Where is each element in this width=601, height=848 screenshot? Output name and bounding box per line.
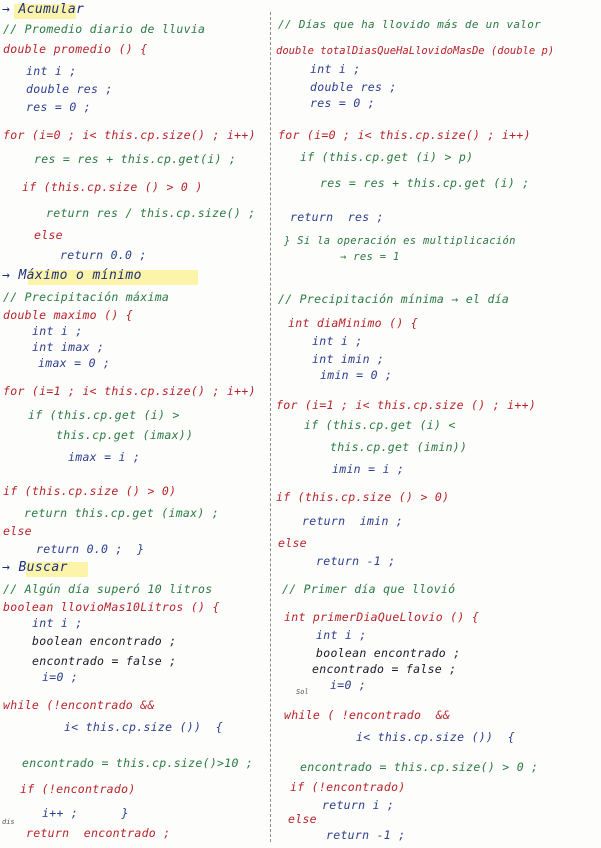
code-line: boolean encontrado ; bbox=[316, 646, 461, 660]
code-line: double res ; bbox=[310, 80, 397, 94]
code-line: encontrado = this.cp.size()>10 ; bbox=[22, 756, 254, 770]
code-line: this.cp.get (imax)) bbox=[56, 428, 194, 442]
return-line: return i ; bbox=[322, 798, 395, 812]
comment-llovio-mas: // Algún día superó 10 litros bbox=[3, 582, 213, 596]
note-res-uno: → res = 1 bbox=[340, 251, 400, 263]
code-line: int i ; bbox=[26, 64, 77, 78]
method-signature-maximo: double maximo () { bbox=[3, 308, 134, 322]
code-line: imin = i ; bbox=[332, 462, 405, 476]
code-line: int i ; bbox=[312, 334, 363, 348]
method-signature-dia-minimo: int diaMinimo () { bbox=[288, 316, 419, 330]
side-note: Sol bbox=[296, 688, 309, 696]
code-line: int i ; bbox=[316, 628, 367, 642]
code-line: imax = 0 ; bbox=[38, 356, 111, 370]
return-line: return encontrado ; bbox=[26, 826, 171, 840]
code-line: i< this.cp.size ()) { bbox=[64, 720, 223, 734]
code-line: i< this.cp.size ()) { bbox=[356, 730, 515, 744]
code-line: res = 0 ; bbox=[26, 100, 92, 114]
method-signature-total-dias: double totalDiasQueHaLlovidoMasDe (double p) bbox=[276, 45, 555, 57]
return-line: return imin ; bbox=[302, 514, 404, 528]
return-line: return -1 ; bbox=[326, 828, 406, 842]
for-loop-line: for (i=0 ; i< this.cp.size() ; i++) bbox=[278, 128, 531, 142]
for-loop-line: for (i=0 ; i< this.cp.size() ; i++) bbox=[3, 128, 256, 142]
else-line: else bbox=[34, 228, 63, 242]
code-line: imin = 0 ; bbox=[320, 368, 393, 382]
if-line: if (!encontrado) bbox=[20, 782, 136, 796]
return-line: return -1 ; bbox=[316, 554, 396, 568]
code-line: return this.cp.get (imax) ; bbox=[24, 506, 220, 520]
code-line: int imax ; bbox=[32, 340, 105, 354]
if-line: if (!encontrado) bbox=[290, 780, 406, 794]
code-line: imax = i ; bbox=[68, 450, 141, 464]
section-title-acumular: → Acumular bbox=[2, 2, 85, 17]
code-line: return 0.0 ; bbox=[60, 248, 147, 262]
side-note: dis bbox=[2, 818, 15, 826]
method-signature-promedio: double promedio () { bbox=[3, 42, 148, 56]
comment-promedio: // Promedio diario de lluvia bbox=[3, 22, 206, 36]
column-divider bbox=[270, 12, 271, 842]
while-line: while (!encontrado && bbox=[3, 698, 155, 712]
if-line: if (this.cp.size () > 0) bbox=[3, 484, 177, 498]
note-multiplicacion: } Si la operación es multiplicación bbox=[284, 235, 516, 247]
code-line: this.cp.get (imin)) bbox=[330, 440, 468, 454]
code-line: int i ; bbox=[32, 324, 83, 338]
code-line: i=0 ; bbox=[42, 670, 79, 684]
method-signature-primer-dia: int primerDiaQueLlovio () { bbox=[284, 610, 480, 624]
code-line: encontrado = false ; bbox=[32, 654, 177, 668]
code-line: if (this.cp.get (i) > bbox=[28, 408, 180, 422]
code-line: return 0.0 ; } bbox=[36, 542, 145, 556]
if-line: if (this.cp.get (i) > p) bbox=[300, 150, 474, 164]
else-line: else bbox=[278, 536, 307, 550]
if-line: if (this.cp.get (i) < bbox=[304, 418, 456, 432]
code-line: i=0 ; bbox=[330, 678, 367, 692]
method-signature-llovio-mas: boolean llovioMas10Litros () { bbox=[3, 600, 220, 614]
comment-maximo: // Precipitación máxima bbox=[3, 290, 170, 304]
code-line: i++ ; } bbox=[42, 806, 129, 820]
if-line: if (this.cp.size () > 0) bbox=[276, 490, 450, 504]
return-line: return res ; bbox=[290, 210, 384, 224]
comment-minimo: // Precipitación mínima → el día bbox=[278, 292, 510, 306]
while-line: while ( !encontrado && bbox=[284, 708, 451, 722]
code-line: boolean encontrado ; bbox=[32, 634, 177, 648]
comment-dias-llovido: // Días que ha llovido más de un valor bbox=[278, 18, 542, 31]
code-line: res = res + this.cp.get (i) ; bbox=[320, 176, 530, 190]
section-title-buscar: → Buscar bbox=[2, 560, 68, 575]
if-line: if (this.cp.size () > 0 ) bbox=[22, 180, 203, 194]
section-title-maximo-minimo: → Máximo o mínimo bbox=[2, 268, 142, 283]
code-line: res = res + this.cp.get(i) ; bbox=[34, 152, 237, 166]
comment-primer-dia: // Primer día que llovió bbox=[282, 582, 456, 596]
code-line: return res / this.cp.size() ; bbox=[46, 206, 256, 220]
code-line: int i ; bbox=[32, 616, 83, 630]
code-line: int i ; bbox=[310, 62, 361, 76]
else-line: else bbox=[3, 524, 32, 538]
code-line: int imin ; bbox=[312, 352, 385, 366]
code-line: double res ; bbox=[26, 82, 113, 96]
code-line: encontrado = false ; bbox=[312, 662, 457, 676]
for-loop-line: for (i=1 ; i< this.cp.size () ; i++) bbox=[276, 398, 537, 412]
code-line: res = 0 ; bbox=[310, 96, 376, 110]
else-line: else bbox=[288, 812, 317, 826]
for-loop-line: for (i=1 ; i< this.cp.size() ; i++) bbox=[3, 384, 256, 398]
code-line: encontrado = this.cp.size() > 0 ; bbox=[300, 760, 539, 774]
